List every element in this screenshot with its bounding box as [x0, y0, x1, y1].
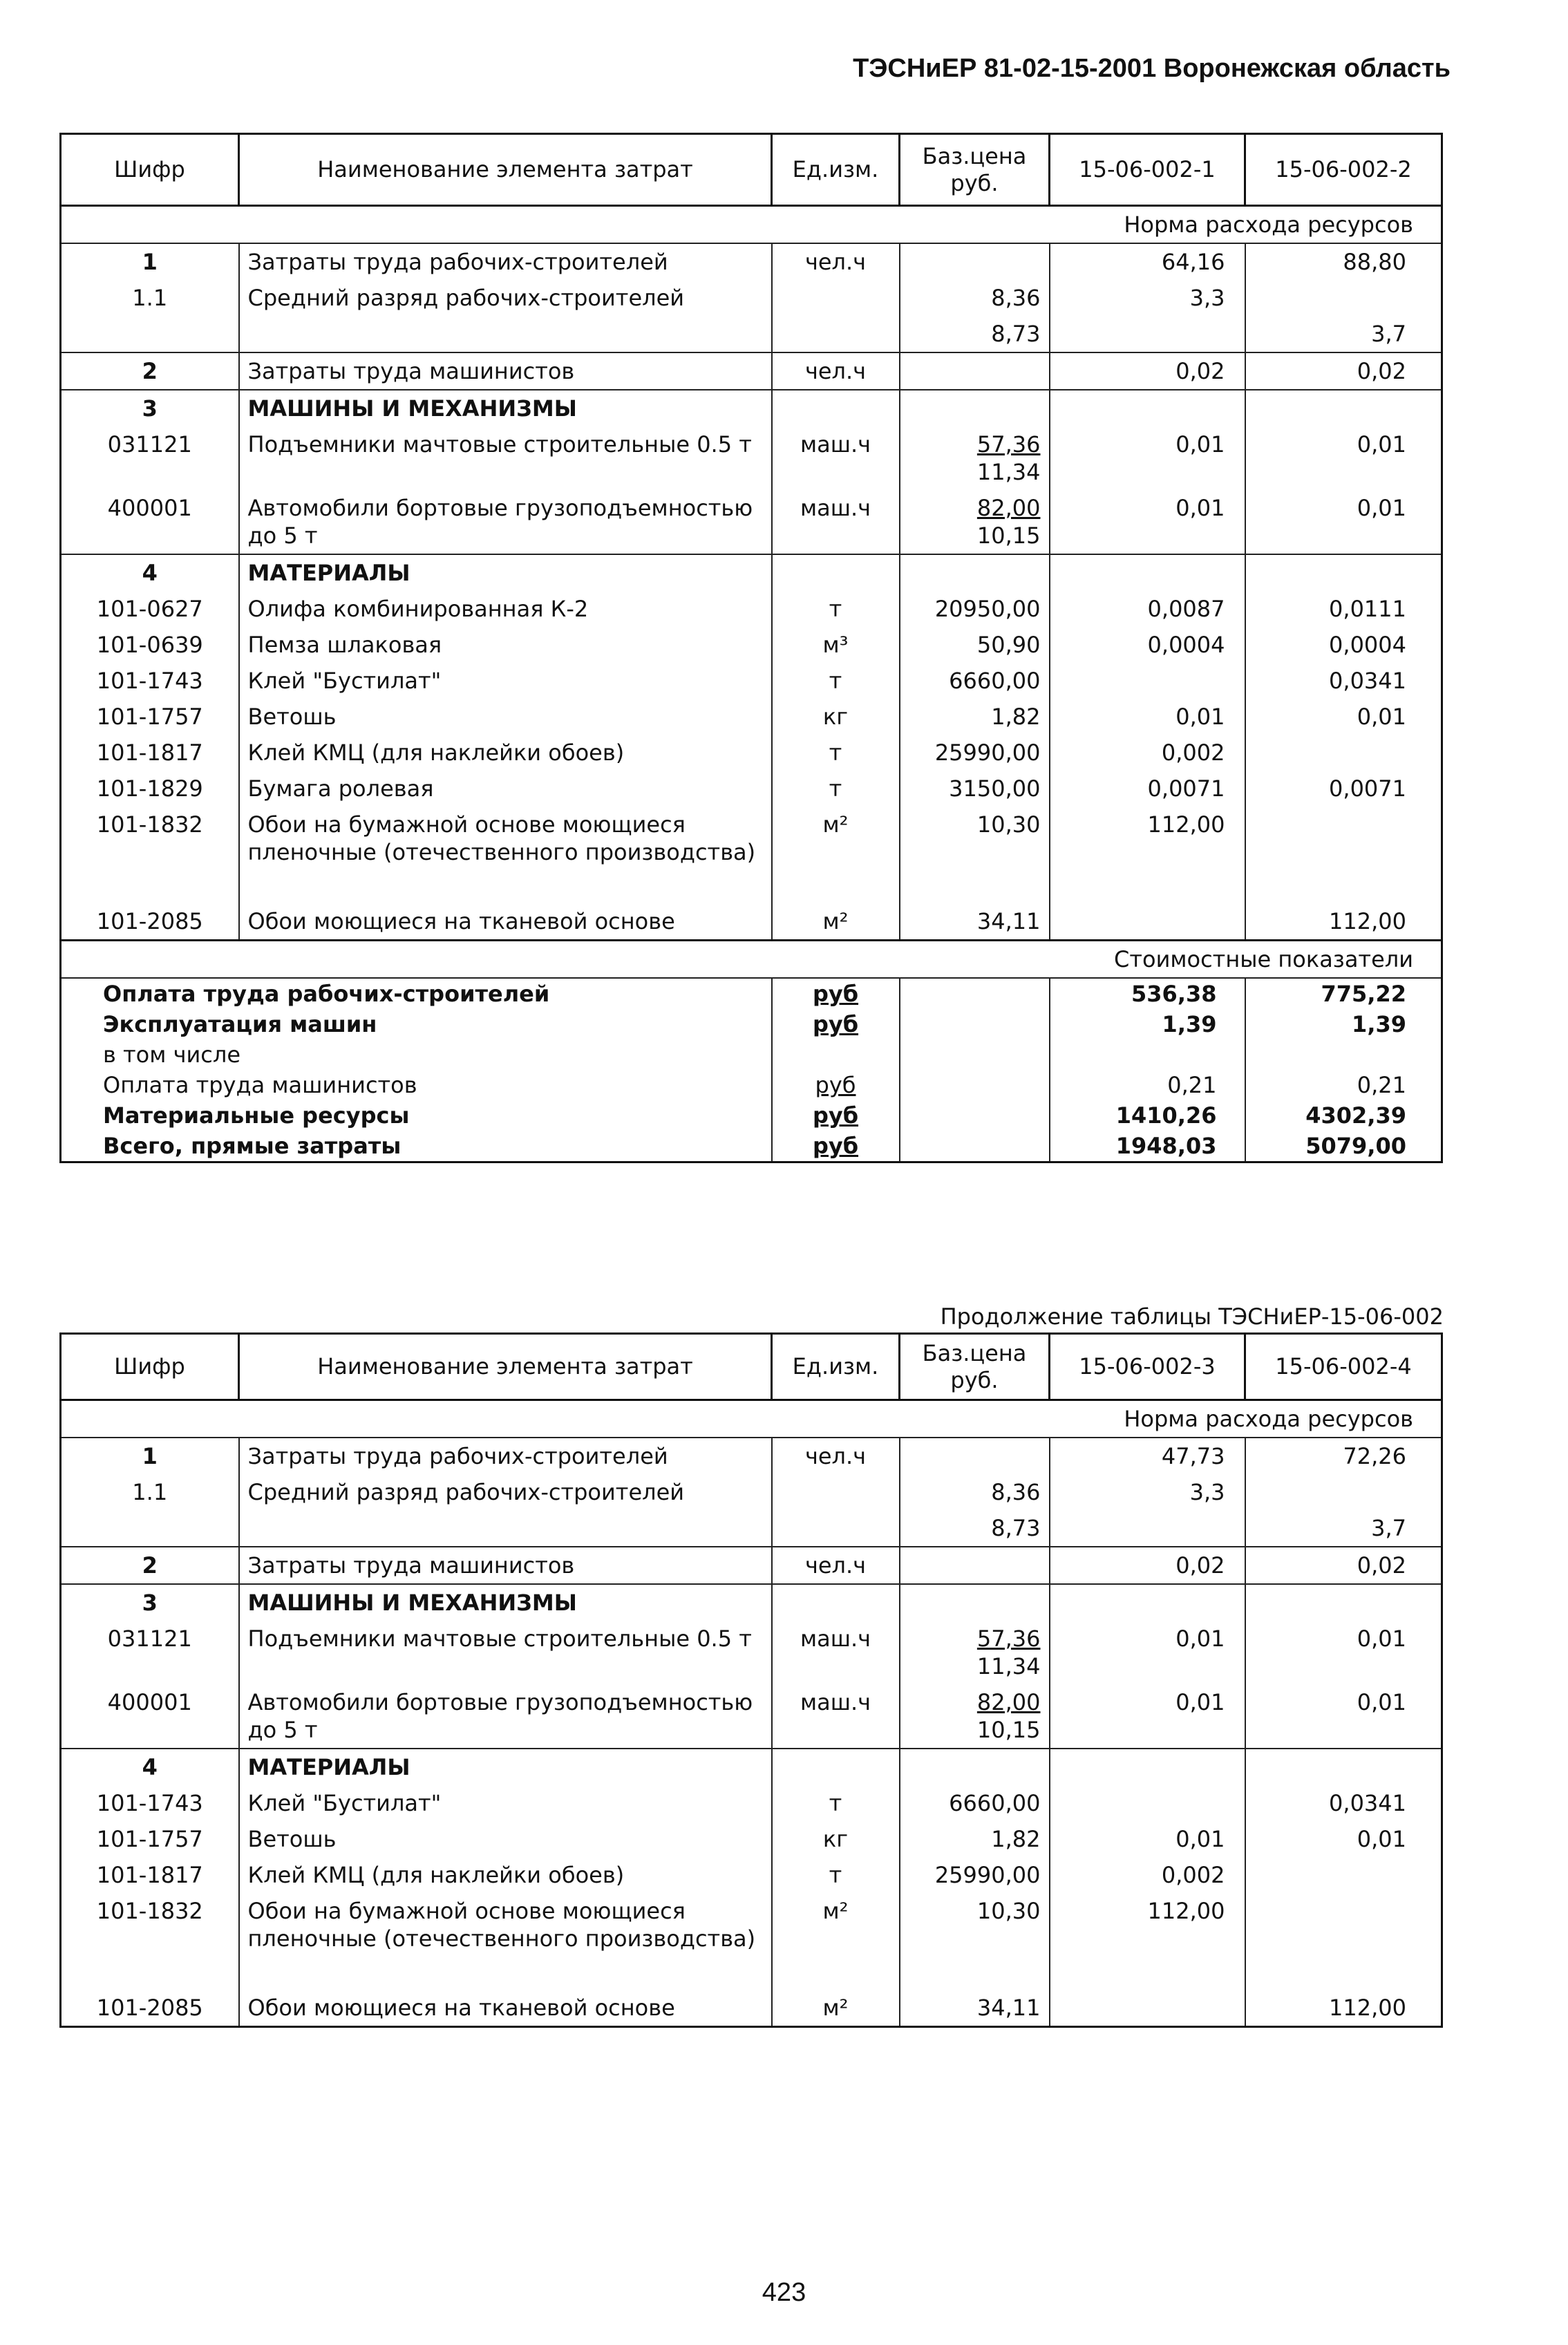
table-row — [61, 1621, 1442, 1684]
table-header-row — [61, 134, 1442, 206]
totals-row — [61, 978, 1442, 1009]
cell-unit — [772, 390, 900, 426]
cell-code: 3 — [61, 390, 239, 426]
totals-unit: руб — [772, 978, 900, 1009]
cell-name: Средний разряд рабочих-строителей — [239, 280, 772, 316]
header-code: Шифр — [61, 134, 239, 206]
cell-value-1: 0,01 — [1050, 490, 1245, 554]
totals-value-2 — [1245, 1039, 1442, 1070]
totals-value-1: 1948,03 — [1050, 1131, 1245, 1162]
cell-value-2: 3,7 — [1371, 321, 1406, 347]
cell-code: 1 — [142, 249, 158, 275]
cell-code: 1 — [142, 1443, 158, 1469]
cell-code: 101-1757 — [96, 1826, 203, 1852]
cell-value-1 — [1050, 1990, 1245, 2027]
cell-name: Бумага ролевая — [239, 771, 772, 807]
table-row — [61, 1474, 1442, 1510]
cell-name: Подъемники мачтовые строительные 0.5 т — [239, 426, 772, 490]
cell-value-1: 0,002 — [1050, 1857, 1245, 1893]
cell-value-1: 3,3 — [1050, 280, 1245, 316]
cell-price — [900, 490, 1050, 554]
cell-value-2: 72,26 — [1343, 1443, 1406, 1469]
cell-code: 4 — [61, 1749, 239, 1785]
cell-unit: м² — [772, 1990, 900, 2027]
cell-price: 10,30 — [900, 807, 1050, 903]
table-row — [61, 1893, 1442, 1990]
header-price: Баз.цена руб. — [900, 1334, 1050, 1400]
cell-value-1 — [1050, 554, 1245, 591]
totals-price-empty — [900, 1070, 1050, 1100]
cell-price — [900, 1547, 1050, 1584]
cell-name: МАШИНЫ И МЕХАНИЗМЫ — [239, 1584, 772, 1621]
cell-value-1: 0,0087 — [1050, 591, 1245, 627]
cell-value-2: 0,0341 — [1329, 668, 1406, 694]
table-row — [61, 903, 1442, 941]
table-row — [61, 1684, 1442, 1749]
table-header-row — [61, 1334, 1442, 1400]
cell-unit: м² — [772, 807, 900, 903]
cell-unit: маш.ч — [772, 426, 900, 490]
table-row — [61, 1438, 1442, 1474]
cell-name: Клей КМЦ (для наклейки обоев) — [239, 735, 772, 771]
cell-code: 101-2085 — [96, 908, 203, 934]
totals-value-2: 4302,39 — [1305, 1102, 1406, 1129]
table-row — [61, 627, 1442, 663]
cell-value-2: 0,0341 — [1329, 1790, 1406, 1816]
cell-name: Обои моющиеся на тканевой основе — [239, 1990, 772, 2027]
cell-unit: чел.ч — [772, 352, 900, 390]
cell-name: Автомобили бортовые грузоподъемностью до 5 т — [239, 490, 772, 554]
cell-value-1: 0,002 — [1050, 735, 1245, 771]
cell-value-2: 112,00 — [1329, 908, 1406, 934]
cell-code: 101-2085 — [96, 1995, 203, 2021]
totals-row — [61, 1039, 1442, 1070]
cell-value-1: 112,00 — [1050, 1893, 1245, 1990]
cell-price-total: 82,00 — [976, 495, 1041, 521]
cell-name: Обои на бумажной основе моющиеся пленочные (отечественного производства) — [239, 807, 772, 903]
table-row — [61, 490, 1442, 554]
totals-row — [61, 1131, 1442, 1162]
cell-unit — [772, 1749, 900, 1785]
cell-price: 6660,00 — [900, 663, 1050, 699]
cell-price: 8,36 — [900, 1474, 1050, 1510]
totals-value-2: 1,39 — [1352, 1011, 1406, 1037]
cell-code: 101-1817 — [96, 740, 203, 766]
cell-value-1: 64,16 — [1050, 243, 1245, 280]
cell-unit — [772, 1584, 900, 1621]
table-row — [61, 663, 1442, 699]
cell-code: 101-0627 — [96, 596, 203, 622]
cell-code: 101-1743 — [96, 1790, 203, 1816]
totals-label: Оплата труда машинистов — [61, 1070, 772, 1100]
cell-value-1: 3,3 — [1050, 1474, 1245, 1510]
cell-name: Клей "Бустилат" — [239, 663, 772, 699]
cell-unit: т — [772, 1857, 900, 1893]
cell-unit — [772, 280, 900, 316]
norm-band-label: Норма расхода ресурсов — [61, 206, 1442, 244]
cell-code: 3 — [61, 1584, 239, 1621]
cell-value-2: 0,02 — [1245, 352, 1442, 390]
table-row — [61, 735, 1442, 771]
cell-code: 101-1832 — [96, 811, 203, 838]
cell-value-1 — [1050, 1510, 1245, 1547]
cell-name — [239, 1510, 772, 1547]
table-row — [61, 1584, 1442, 1621]
totals-unit: руб — [772, 1131, 900, 1162]
cell-price-total: 57,36 — [976, 1626, 1041, 1652]
cell-price-wage: 10,15 — [976, 1717, 1041, 1743]
totals-label: Всего, прямые затраты — [61, 1131, 772, 1162]
cell-code: 2 — [61, 352, 239, 390]
header-unit: Ед.изм. — [772, 1334, 900, 1400]
cell-price — [900, 1749, 1050, 1785]
cell-unit — [772, 316, 900, 352]
cell-code: 101-1743 — [96, 668, 203, 694]
header-col2: 15-06-002-2 — [1245, 134, 1442, 206]
totals-row — [61, 1100, 1442, 1131]
cell-name: Обои моющиеся на тканевой основе — [239, 903, 772, 941]
totals-price-empty — [900, 978, 1050, 1009]
cost-band-label: Стоимостные показатели — [61, 941, 1442, 979]
table-row — [61, 591, 1442, 627]
norm-band-row — [61, 206, 1442, 244]
cell-unit: маш.ч — [772, 490, 900, 554]
cell-price: 8,73 — [900, 316, 1050, 352]
cell-name: МАТЕРИАЛЫ — [239, 554, 772, 591]
cell-value-2 — [1245, 735, 1442, 771]
cell-price: 10,30 — [900, 1893, 1050, 1990]
cell-unit: чел.ч — [772, 1547, 900, 1584]
cell-code: 1.1 — [132, 285, 168, 311]
table-row — [61, 554, 1442, 591]
cell-unit: кг — [772, 1821, 900, 1857]
table-row — [61, 280, 1442, 316]
cell-code: 031121 — [107, 431, 192, 458]
cell-price: 34,11 — [900, 903, 1050, 941]
cell-code: 400001 — [107, 495, 192, 521]
cell-name: Клей КМЦ (для наклейки обоев) — [239, 1857, 772, 1893]
cell-code — [61, 1510, 239, 1547]
cell-price-wage: 10,15 — [976, 522, 1041, 549]
cell-value-1 — [1050, 316, 1245, 352]
totals-price-empty — [900, 1039, 1050, 1070]
cell-price: 25990,00 — [900, 1857, 1050, 1893]
cell-value-2: 0,01 — [1357, 495, 1406, 521]
cell-name: Подъемники мачтовые строительные 0.5 т — [239, 1621, 772, 1684]
totals-unit: руб — [772, 1070, 900, 1100]
cell-name: Средний разряд рабочих-строителей — [239, 1474, 772, 1510]
totals-value-2: 0,21 — [1357, 1072, 1406, 1098]
cell-price: 34,11 — [900, 1990, 1050, 2027]
cell-value-1 — [1050, 663, 1245, 699]
cell-code: 1.1 — [132, 1479, 168, 1505]
totals-label: в том числе — [61, 1039, 772, 1070]
cell-value-1: 0,0071 — [1050, 771, 1245, 807]
cell-price — [900, 1684, 1050, 1749]
cell-code: 4 — [61, 554, 239, 591]
cell-price — [900, 390, 1050, 426]
cell-code: 2 — [61, 1547, 239, 1584]
cell-code — [61, 316, 239, 352]
cell-unit: м² — [772, 903, 900, 941]
cell-price-total: 82,00 — [976, 1689, 1041, 1715]
cell-name: Автомобили бортовые грузоподъемностью до 5 т — [239, 1684, 772, 1749]
cell-name: Ветошь — [239, 699, 772, 735]
norm-band-label: Норма расхода ресурсов — [61, 1400, 1442, 1438]
cell-unit: кг — [772, 699, 900, 735]
cell-price-wage: 11,34 — [976, 459, 1041, 485]
cell-value-1: 0,0004 — [1050, 627, 1245, 663]
norm-band-row — [61, 1400, 1442, 1438]
cell-price: 3150,00 — [900, 771, 1050, 807]
cell-name: Клей "Бустилат" — [239, 1785, 772, 1821]
cell-name: Пемза шлаковая — [239, 627, 772, 663]
cell-unit: маш.ч — [772, 1621, 900, 1684]
totals-value-1: 1410,26 — [1050, 1100, 1245, 1131]
cell-value-2: 0,0004 — [1329, 632, 1406, 658]
cell-value-2: 0,0071 — [1329, 775, 1406, 802]
cell-price: 1,82 — [900, 699, 1050, 735]
cell-price: 1,82 — [900, 1821, 1050, 1857]
cell-unit: маш.ч — [772, 1684, 900, 1749]
cell-value-1: 0,01 — [1050, 1684, 1245, 1749]
totals-label: Оплата труда рабочих-строителей — [61, 978, 772, 1009]
cell-value-1 — [1050, 390, 1245, 426]
cell-value-1 — [1050, 1785, 1245, 1821]
cell-name: Затраты труда машинистов — [239, 352, 772, 390]
table-row — [61, 1547, 1442, 1584]
cell-name: Ветошь — [239, 1821, 772, 1857]
cell-price — [900, 243, 1050, 280]
cell-code: 101-1817 — [96, 1862, 203, 1888]
table-row — [61, 390, 1442, 426]
totals-unit — [772, 1039, 900, 1070]
cell-value-1: 47,73 — [1050, 1438, 1245, 1474]
table-row — [61, 1749, 1442, 1785]
cell-price — [900, 554, 1050, 591]
cell-price: 20950,00 — [900, 591, 1050, 627]
totals-value-2: 5079,00 — [1305, 1133, 1406, 1159]
resource-table-1 — [59, 133, 1443, 1163]
cell-price: 25990,00 — [900, 735, 1050, 771]
totals-value-1: 0,21 — [1050, 1070, 1245, 1100]
cell-value-1: 0,01 — [1050, 1621, 1245, 1684]
cell-unit: м² — [772, 1893, 900, 1990]
cell-code: 101-1829 — [96, 775, 203, 802]
cell-value-1 — [1050, 1584, 1245, 1621]
cell-code: 101-1832 — [96, 1898, 203, 1924]
header-price: Баз.цена руб. — [900, 134, 1050, 206]
cell-value-2 — [1245, 554, 1442, 591]
cell-price — [900, 426, 1050, 490]
cell-value-1: 0,02 — [1050, 352, 1245, 390]
cell-unit — [772, 1510, 900, 1547]
cell-name: Затраты труда рабочих-строителей — [239, 243, 772, 280]
table-row — [61, 1510, 1442, 1547]
cell-unit — [772, 554, 900, 591]
cell-price: 8,36 — [900, 280, 1050, 316]
continuation-caption: Продолжение таблицы ТЭСНиЕР-15-06-002 — [940, 1303, 1444, 1330]
totals-row — [61, 1009, 1442, 1039]
table2-body — [61, 1400, 1442, 2027]
cell-price — [900, 1621, 1050, 1684]
table-row — [61, 807, 1442, 903]
totals-label: Материальные ресурсы — [61, 1100, 772, 1131]
cell-price — [900, 1584, 1050, 1621]
cell-value-1: 0,01 — [1050, 699, 1245, 735]
cell-name — [239, 316, 772, 352]
cell-code: 101-1757 — [96, 704, 203, 730]
header-col1: 15-06-002-3 — [1050, 1334, 1245, 1400]
table-row — [61, 1785, 1442, 1821]
totals-value-1: 1,39 — [1050, 1009, 1245, 1039]
cell-price: 6660,00 — [900, 1785, 1050, 1821]
cell-unit: т — [772, 663, 900, 699]
cell-name: Обои на бумажной основе моющиеся пленочные (отечественного производства) — [239, 1893, 772, 1990]
table-row — [61, 1857, 1442, 1893]
cell-value-1: 0,01 — [1050, 426, 1245, 490]
cell-unit: чел.ч — [772, 1438, 900, 1474]
totals-unit: руб — [772, 1100, 900, 1131]
totals-unit: руб — [772, 1009, 900, 1039]
totals-value-1: 536,38 — [1050, 978, 1245, 1009]
cell-unit — [772, 1474, 900, 1510]
cell-value-2: 0,0111 — [1329, 596, 1406, 622]
totals-value-2: 775,22 — [1321, 981, 1406, 1007]
cell-name: Затраты труда рабочих-строителей — [239, 1438, 772, 1474]
header-unit: Ед.изм. — [772, 134, 900, 206]
cell-price: 8,73 — [900, 1510, 1050, 1547]
cell-name: Затраты труда машинистов — [239, 1547, 772, 1584]
cell-value-2 — [1245, 1749, 1442, 1785]
cell-name: МАТЕРИАЛЫ — [239, 1749, 772, 1785]
cell-value-2 — [1245, 807, 1442, 903]
header-name: Наименование элемента затрат — [239, 134, 772, 206]
cell-unit: т — [772, 1785, 900, 1821]
cell-price — [900, 352, 1050, 390]
header-name: Наименование элемента затрат — [239, 1334, 772, 1400]
cell-value-2: 0,01 — [1357, 431, 1406, 458]
totals-price-empty — [900, 1100, 1050, 1131]
cell-value-2 — [1245, 280, 1442, 316]
totals-label: Эксплуатация машин — [61, 1009, 772, 1039]
cell-unit: м³ — [772, 627, 900, 663]
totals-price-empty — [900, 1131, 1050, 1162]
cell-value-1: 0,02 — [1050, 1547, 1245, 1584]
cell-value-2: 0,02 — [1245, 1547, 1442, 1584]
cost-band-row — [61, 941, 1442, 979]
cell-unit: т — [772, 735, 900, 771]
table-row — [61, 771, 1442, 807]
cell-code: 101-0639 — [96, 632, 203, 658]
cell-value-2: 0,01 — [1357, 1826, 1406, 1852]
cell-code: 031121 — [107, 1626, 192, 1652]
cell-price: 50,90 — [900, 627, 1050, 663]
cell-price — [900, 1438, 1050, 1474]
cell-value-2 — [1245, 1857, 1442, 1893]
cell-value-2 — [1245, 1474, 1442, 1510]
table-row — [61, 1990, 1442, 2027]
cell-value-2: 88,80 — [1343, 249, 1406, 275]
cell-unit: т — [772, 771, 900, 807]
cell-value-2: 112,00 — [1329, 1995, 1406, 2021]
cell-price-total: 57,36 — [976, 431, 1041, 458]
table-row — [61, 316, 1442, 352]
cell-value-2 — [1245, 390, 1442, 426]
table1-body — [61, 206, 1442, 1162]
totals-row — [61, 1070, 1442, 1100]
cell-value-2: 0,01 — [1357, 1689, 1406, 1715]
cell-value-2 — [1245, 1584, 1442, 1621]
cell-name: МАШИНЫ И МЕХАНИЗМЫ — [239, 390, 772, 426]
cell-value-1 — [1050, 1749, 1245, 1785]
cell-value-2: 0,01 — [1357, 1626, 1406, 1652]
table-row — [61, 352, 1442, 390]
totals-value-1 — [1050, 1039, 1245, 1070]
header-col1: 15-06-002-1 — [1050, 134, 1245, 206]
cell-price-wage: 11,34 — [976, 1653, 1041, 1679]
document-header: ТЭСНиЕР 81-02-15-2001 Воронежская область — [853, 54, 1451, 83]
cell-unit: чел.ч — [772, 243, 900, 280]
cell-value-1: 112,00 — [1050, 807, 1245, 903]
page-number: 423 — [762, 2278, 806, 2307]
header-code: Шифр — [61, 1334, 239, 1400]
cell-value-2: 3,7 — [1371, 1515, 1406, 1541]
table-row — [61, 243, 1442, 280]
cell-value-2: 0,01 — [1357, 704, 1406, 730]
header-col2: 15-06-002-4 — [1245, 1334, 1442, 1400]
cell-name: Олифа комбинированная К-2 — [239, 591, 772, 627]
cell-code: 400001 — [107, 1689, 192, 1715]
totals-price-empty — [900, 1009, 1050, 1039]
cell-value-1: 0,01 — [1050, 1821, 1245, 1857]
cell-value-2 — [1245, 1893, 1442, 1990]
table-row — [61, 426, 1442, 490]
cell-unit: т — [772, 591, 900, 627]
resource-table-2 — [59, 1332, 1443, 2028]
table-row — [61, 1821, 1442, 1857]
cell-value-1 — [1050, 903, 1245, 941]
table-row — [61, 699, 1442, 735]
